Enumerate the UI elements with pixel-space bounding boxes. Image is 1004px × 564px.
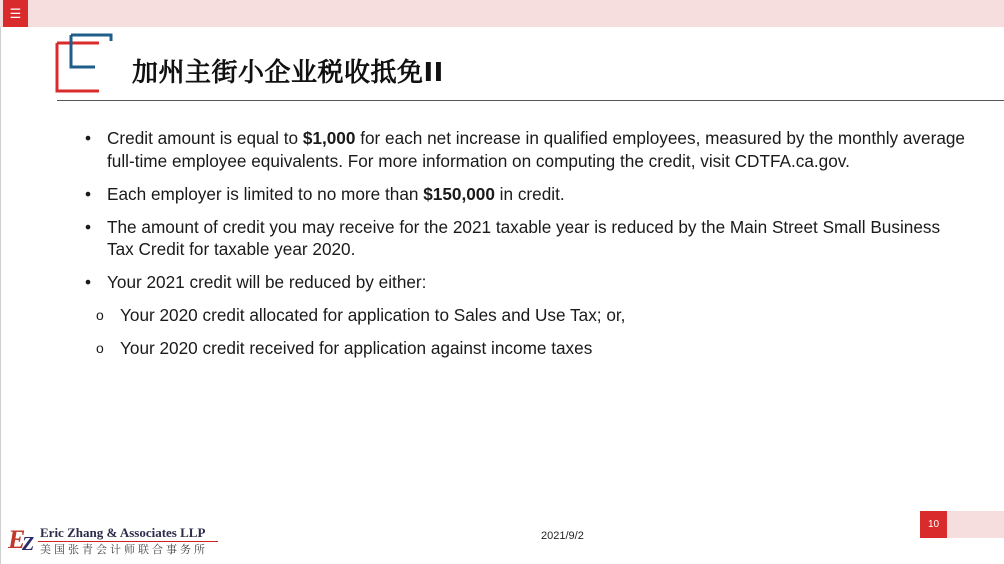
bullet-dot-icon: • [85,272,92,292]
top-bar [0,0,1004,27]
bullet-text: Your 2021 credit will be reduced by either: [107,272,427,292]
firm-name: Eric Zhang & Associates LLP [40,525,206,540]
credit-amount-value: $1,000 [302,128,356,148]
svg-text:Z: Z [22,533,35,552]
bullet-item [85,127,965,172]
page-number: 10 [920,511,947,538]
sub-bullet-text: Your 2020 credit received for application against income taxes [120,338,593,358]
bullet-text: in credit. [494,183,565,204]
title-divider [57,100,1004,101]
hamburger-menu-icon[interactable]: ☰ [3,0,28,27]
slide-date: 2021/9/2 [541,530,584,542]
slide-logo-icon [55,33,113,93]
bullet-item [85,183,965,206]
bullet-text: for each net increase in qualified employees, measured by the monthly average full-time employee equivalents. For more information on computing the credit, visit CDTFA.ca.gov. [107,128,965,171]
bullet-text: Credit amount is equal to [107,128,303,148]
bullet-dot-icon: • [85,128,92,148]
left-border [0,27,1,564]
bullet-dot-icon: • [85,216,92,237]
sub-bullet-text: Your 2020 credit allocated for application to Sales and Use Tax; or, [120,305,626,325]
bullet-item [85,216,965,261]
sub-bullet-item [85,337,965,360]
slide-content [85,127,965,370]
firm-name-chinese: 美国张青会计师联合事务所 [40,543,208,556]
bullet-item [85,271,965,294]
circle-bullet-icon: o [96,307,104,323]
slide-title: 加州主街小企业税收抵免II [132,58,444,88]
sub-bullet-item [85,304,965,327]
circle-bullet-icon: o [96,340,104,356]
credit-limit-value: $150,000 [423,183,495,204]
firm-logo-icon [8,524,42,552]
svg-text:E: E [8,525,26,552]
bullet-text: The amount of credit you may receive for the 2021 taxable year is reduced by the Main Street Small Business Tax Credit for taxable year 2020. [107,216,941,259]
bullet-dot-icon: • [85,183,92,204]
bullet-text: Each employer is limited to no more than [107,183,424,204]
